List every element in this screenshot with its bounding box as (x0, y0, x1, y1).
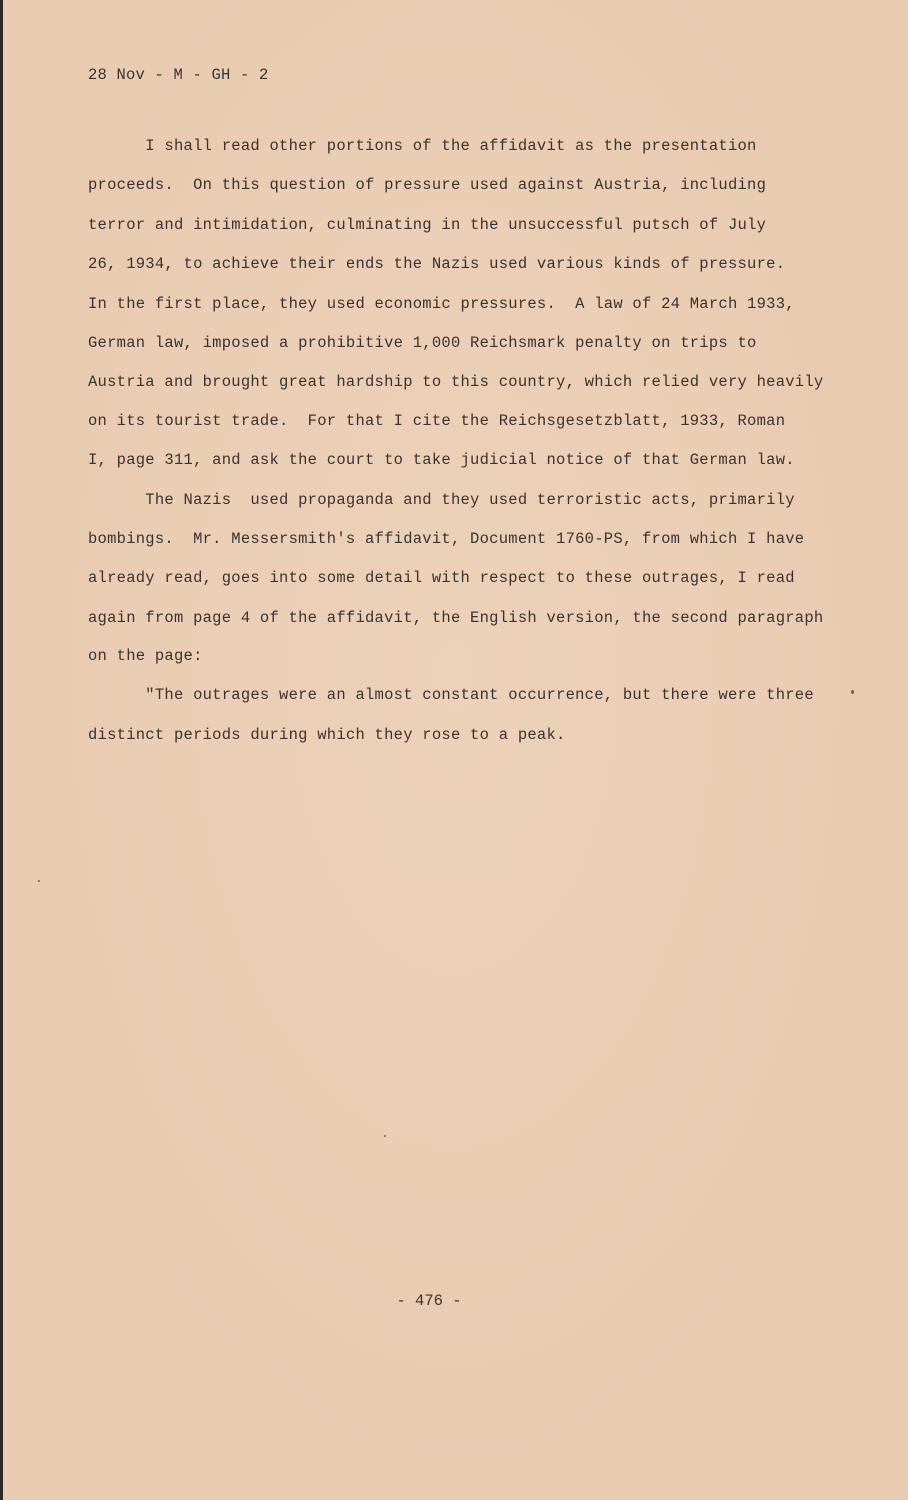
page-header: 28 Nov - M - GH - 2 (88, 66, 269, 84)
text-line: "The outrages were an almost constant occurrence, but there were three (88, 686, 814, 704)
text-line: terror and intimidation, culminating in the unsuccessful putsch of July (88, 216, 767, 234)
text-line: I shall read other portions of the affidavit as the presentation (88, 137, 757, 155)
paper-speck (851, 690, 854, 694)
text-line: already read, goes into some detail with respect to these outrages, I read (88, 569, 795, 587)
text-line: Austria and brought great hardship to this country, which relied very heavily (88, 373, 824, 391)
text-line: German law, imposed a prohibitive 1,000 Reichsmark penalty on trips to (88, 334, 757, 352)
text-line: I, page 311, and ask the court to take judicial notice of that German law. (88, 451, 795, 469)
text-line: on the page: (88, 647, 203, 665)
text-line: again from page 4 of the affidavit, the English version, the second paragraph (88, 609, 824, 627)
paper-speck (38, 880, 40, 882)
text-line: proceeds. On this question of pressure used against Austria, including (88, 176, 767, 194)
page-edge-shadow (0, 0, 3, 1500)
page-number: - 476 - (396, 1292, 462, 1310)
text-line: 26, 1934, to achieve their ends the Nazis used various kinds of pressure. (88, 255, 786, 273)
paper-speck (384, 1135, 386, 1137)
text-line: distinct periods during which they rose to a peak. (88, 726, 566, 744)
text-line: The Nazis used propaganda and they used terroristic acts, primarily (88, 491, 795, 509)
text-line: In the first place, they used economic pressures. A law of 24 March 1933, (88, 295, 795, 313)
text-line: bombings. Mr. Messersmith's affidavit, Document 1760-PS, from which I have (88, 530, 805, 548)
text-line: on its tourist trade. For that I cite the Reichsgesetzblatt, 1933, Roman (88, 412, 786, 430)
